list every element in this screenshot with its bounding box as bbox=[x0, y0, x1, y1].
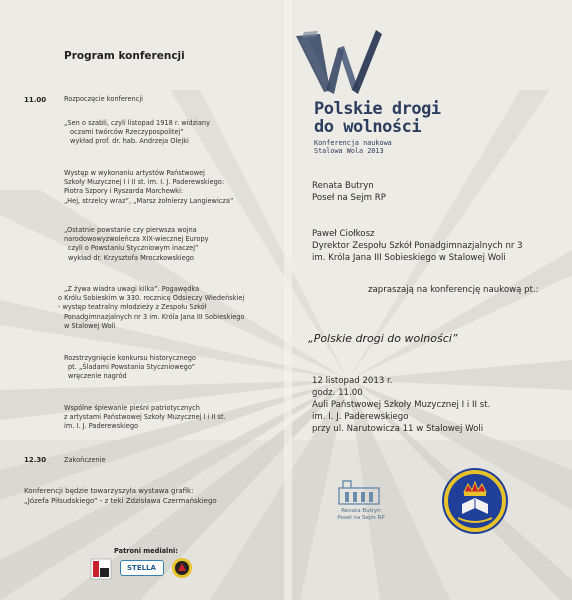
event-venue: im. I. J. Paderewskiego bbox=[312, 412, 409, 422]
program-item-line: „Ostatnie powstanie czy pierwsza wojna bbox=[64, 226, 197, 234]
program-item-line: pt. „Śladami Powstania Styczniowego” bbox=[68, 363, 196, 372]
invite-text: zapraszają na konferencję naukową pt.: bbox=[368, 285, 539, 295]
program-item-line: Wspólne śpiewanie pieśni patriotycznych bbox=[64, 404, 200, 412]
start-time: 11.00 bbox=[24, 96, 47, 104]
building-logo-icon bbox=[337, 478, 381, 506]
program-item-line: w Stalowej Woli bbox=[64, 321, 116, 330]
school-emblem-icon bbox=[440, 466, 510, 536]
program-item-line: Szkoły Muzycznej I i II st. im. I. J. Paderewskiego: bbox=[64, 178, 225, 187]
event-details bbox=[312, 375, 490, 435]
event-time: godz. 11.00 bbox=[312, 388, 363, 398]
program-item-line: oczami twórców Rzeczypospolitej” bbox=[70, 128, 184, 137]
end-label: Zakończenie bbox=[64, 456, 106, 464]
exhibition-line: „Józefa Piłsudskiego” - z teki Zdzisława Czermańskiego bbox=[24, 496, 217, 505]
program-item-line: „Hej, strzelcy wraz”, „Marsz żołnierzy Langiewicza” bbox=[64, 196, 234, 205]
patrons-label: Patroni medialni: bbox=[114, 547, 178, 555]
program-item-line: narodowowyzwoleńcza XIX-wiecznej Europy bbox=[64, 235, 209, 244]
office-logo-caption bbox=[336, 508, 386, 521]
program-item-line: o Królu Sobieskim w 330. rocznicę Odsieczy Wiedeńskiej bbox=[58, 294, 245, 303]
event-address: przy ul. Narutowicza 11 w Stalowej Woli bbox=[312, 424, 484, 434]
program-item-line: wykład dr. Krzysztofa Mroczkowskiego bbox=[68, 253, 194, 262]
program-item-line: „Sen o szabli, czyli listopad 1918 r. widziany bbox=[64, 119, 211, 127]
program-item-line: Występ w wykonaniu artystów Państwowej bbox=[64, 169, 205, 177]
main-title-line: do wolności bbox=[314, 117, 422, 137]
program-item-line: Ponadgimnazjalnych nr 3 im. Króla Jana III Sobieskiego bbox=[64, 312, 245, 321]
program-item-line: wykład prof. dr. hab. Andrzeja Olejki bbox=[70, 137, 189, 146]
exhibition-note bbox=[24, 487, 217, 506]
office-logo-line: Poseł na Sejm RP bbox=[337, 514, 385, 521]
program-item-line: czyli o Powstaniu Styczniowym inaczej” bbox=[68, 244, 199, 253]
end-time: 12.30 bbox=[24, 456, 47, 464]
main-title-line: Polskie drogi bbox=[314, 99, 441, 119]
host-block bbox=[312, 180, 386, 204]
program-item-line: Rozstrzygnięcie konkursu historycznego bbox=[64, 354, 196, 362]
director-name: Paweł Ciołkosz bbox=[312, 229, 375, 239]
program-item-line: im. I. J. Paderewskiego bbox=[64, 422, 139, 431]
w-logo-icon bbox=[294, 28, 384, 98]
program-item-line: z artystami Państwowej Szkoły Muzycznej I i II st. bbox=[64, 413, 226, 422]
director-role: im. Króla Jana III Sobieskiego w Stalowej Woli bbox=[312, 253, 506, 263]
program-item-line: wręczenie nagród bbox=[68, 372, 127, 381]
exhibition-line: Konferencji będzie towarzyszyła wystawa grafik: bbox=[24, 487, 194, 495]
office-logo-line: Renata Butryn bbox=[341, 508, 381, 514]
program-item bbox=[64, 354, 196, 382]
director-role: Dyrektor Zespołu Szkół Ponadgimnazjalnych nr 3 bbox=[312, 241, 523, 251]
program-item bbox=[64, 404, 226, 432]
subtitle-line: Stalowa Wola 2013 bbox=[314, 147, 384, 155]
main-title bbox=[314, 100, 441, 136]
patron-logo-crest-icon bbox=[170, 556, 194, 580]
program-item bbox=[58, 285, 245, 331]
program-item bbox=[64, 169, 233, 206]
director-block bbox=[312, 228, 523, 264]
program-item bbox=[64, 226, 209, 263]
patron-logo-red-icon bbox=[90, 558, 112, 580]
patron-logo-stella bbox=[120, 560, 164, 576]
program-item-line: Piotra Szpory i Ryszarda Marchewki: bbox=[64, 187, 184, 196]
subtitle-line: Konferencja naukowa bbox=[314, 139, 392, 147]
program-item-line: - występ teatralny młodzieży z Zespołu Szkół bbox=[58, 303, 207, 312]
event-venue: Auli Państwowej Szkoły Muzycznej I i II st. bbox=[312, 400, 491, 410]
program-item bbox=[64, 119, 210, 147]
subtitle bbox=[314, 139, 392, 155]
start-label: Rozpoczęcie konferencji bbox=[64, 95, 144, 103]
event-date: 12 listopad 2013 r. bbox=[312, 376, 393, 386]
program-item-line: „Z żywa wiadra uwagi kilka”. Pogawędka bbox=[64, 285, 200, 293]
host-name: Renata Butryn bbox=[312, 181, 374, 191]
program-title: Program konferencji bbox=[64, 50, 185, 62]
conference-name: „Polskie drogi do wolności” bbox=[308, 332, 458, 345]
host-role: Poseł na Sejm RP bbox=[312, 193, 386, 203]
patron-logo-stella-text: STELLA bbox=[127, 564, 156, 572]
